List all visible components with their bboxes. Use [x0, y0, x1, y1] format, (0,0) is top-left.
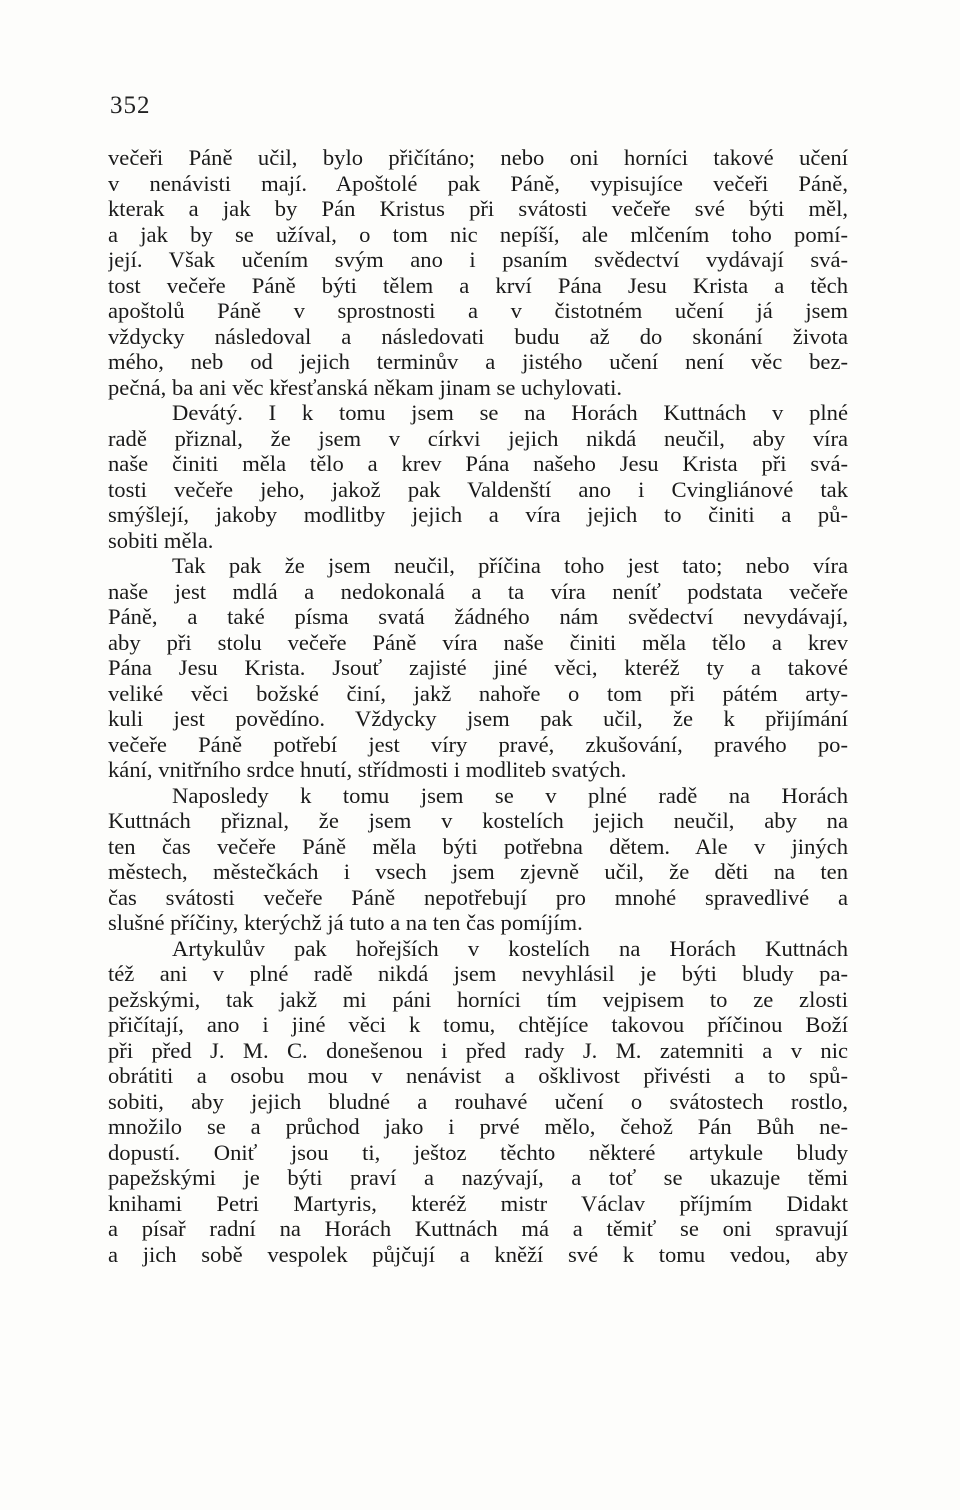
text-line: mého, neb od jejich terminův a jistého učení není věc bez-: [108, 349, 848, 374]
text-line: ten čas večeře Páně měla býti potřebna dětem. Ale v jiných: [108, 833, 848, 859]
text-line: Kuttnách přiznal, že jsem v kostelích jejich neučil, aby na: [108, 808, 848, 833]
text-line: kuli jest povědíno. Vždycky jsem pak učil, že k přijímání: [108, 706, 848, 731]
text-line: sobiti měla.: [108, 527, 214, 553]
text-line: a jich sobě vespolek půjčují a kněží své k tomu vedou, aby: [108, 1241, 848, 1267]
text-line: Naposledy k tomu jsem se v plné radě na Horách: [172, 782, 848, 808]
text-line: Pána Jesu Krista. Jsouť zajisté jiné věci, kteréž ty a takové: [108, 655, 848, 680]
text-line: čas svátosti večeře Páně nepotřebují pro mnohé spravedlivé a: [108, 884, 848, 910]
text-line: Artykulův pak hořejších v kostelích na Horách Kuttnách: [172, 935, 848, 961]
text-line: smýšlejí, jakoby modlitby jejich a víra jejich to činiti a pů-: [108, 502, 848, 527]
text-line: její. Však učením svým ano i psaním svědectví vydávají svá-: [108, 247, 848, 272]
text-line: knihami Petri Martyris, kteréž mistr Václav příjmím Didakt: [108, 1190, 848, 1216]
text-line: apoštolů Páně v sprostnosti a v čistotném učení já jsem: [108, 298, 848, 323]
page-number: 352: [110, 92, 151, 119]
text-line: večeře Páně potřebí jest víry pravé, zkušování, pravého po-: [108, 731, 848, 757]
text-line: též ani v plné radě nikdá jsem nevyhlásil je býti bludy pa-: [108, 961, 848, 986]
text-line: pečná, ba ani věc křesťanská někam jinam se uchylovati.: [108, 374, 623, 400]
text-line: sobiti, aby jejich bludné a rouhavé učení o svátostech rostlo,: [108, 1088, 848, 1114]
text-line: pežskými, tak jakž mi páni horníci tím vejpisem to ze zlosti: [108, 986, 848, 1012]
text-line: vždycky následoval a následovati budu až do skonání života: [108, 323, 848, 349]
text-line: naše jest mdlá a nedokonalá a ta víra neníť podstata večeře: [108, 578, 848, 604]
text-line: obrátiti a osobu mou v nenávist a ošklivost přivésti a to spů-: [108, 1063, 848, 1088]
text-line: slušné příčiny, kterýchž já tuto a na ten čas pomíjím.: [108, 910, 583, 935]
text-line: tost večeře Páně býti tělem a krví Pána Jesu Krista a těch: [108, 272, 848, 298]
text-line: večeři Páně učil, bylo přičítáno; nebo oni horníci takové učení: [108, 145, 848, 170]
text-line: veliké věci božské činí, jakž nahoře o tom při pátém arty-: [108, 680, 848, 706]
text-line: přičítají, ano i jiné věci k tomu, chtějíce takovou příčinou Boží: [108, 1012, 848, 1037]
text-line: městech, městečkách i vsech jsem zjevně učil, že děti na ten: [108, 859, 848, 884]
text-line: aby při stolu večeře Páně víra naše činiti měla tělo a krev: [108, 629, 848, 655]
text-line: radě přiznal, že jsem v církvi jejich nikdá neučil, aby víra: [108, 425, 848, 451]
text-line: Devátý. I k tomu jsem se na Horách Kuttnách v plné: [172, 400, 848, 425]
text-line: papežskými je býti praví a nazývají, a toť se ukazuje těmi: [108, 1165, 848, 1190]
text-line: Tak pak že jsem neučil, příčina toho jest tato; nebo víra: [172, 553, 848, 578]
body-text: [108, 145, 848, 1267]
text-line: kterak a jak by Pán Kristus při svátosti večeře své býti měl,: [108, 196, 848, 221]
text-line: Páně, a také písma svatá žádného nám svědectví nevydávají,: [108, 604, 848, 629]
text-line: množilo se a průchod jako i prvé mělo, čehož Pán Bůh ne-: [108, 1114, 848, 1139]
text-line: a jak by se užíval, o tom nic nepíší, ale mlčením toho pomí-: [108, 221, 848, 247]
text-line: tosti večeře jeho, jakož pak Valdenští ano i Cvingliánové tak: [108, 476, 848, 502]
text-line: při před J. M. C. donešenou i před rady J. M. zatemniti a v nic: [108, 1037, 848, 1063]
text-line: dopustí. Oniť jsou ti, ještoz těchto některé artykule bludy: [108, 1139, 848, 1165]
text-line: naše činiti měla tělo a krev Pána našeho Jesu Krista při svá-: [108, 451, 848, 476]
text-line: v nenávisti mají. Apoštolé pak Páně, vypisujíce večeři Páně,: [108, 170, 848, 196]
text-line: a písař radní na Horách Kuttnách má a těmiť se oni spravují: [108, 1216, 848, 1241]
text-line: kání, vnitřního srdce hnutí, střídmosti i modliteb svatých.: [108, 757, 627, 782]
